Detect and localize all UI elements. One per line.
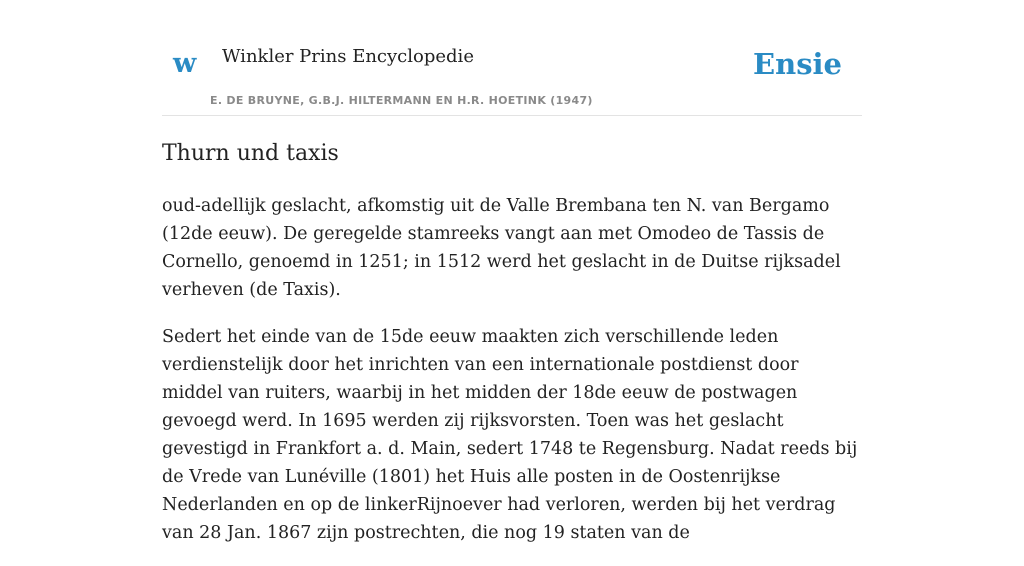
entry-body [162,192,862,566]
entry-paragraph: oud-adellijk geslacht, afkomstig uit de Valle Brembana ten N. van Bergamo (12de eeuw). De geregelde stamreeks vangt aan met Omodeo de Tassis de Cornello, genoemd in 1251; in 1512 werd het geslacht in de Duitse rijksadel verheven (de Taxis). [162,196,841,300]
entry-paragraph: Sedert het einde van de 15de eeuw maakten zich verschillende leden verdienstelijk door het inrichten van een internationale postdienst door middel van ruiters, waarbij in het midden der 18de eeuw de postwagen gevoegd werd. In 1695 werden zij rijksvorsten. Toen was het geslacht gevestigd in Frankfort a. d. Main, sedert 1748 te Regensburg. Nadat reeds bij de Vrede van Lunéville (1801) het Huis alle posten in de Oostenrijkse Nederlanden en op de linkerRijnoever had verloren, werden bij het verdrag van 28 Jan. 1867 zijn postrechten, die nog 19 staten van de [162,327,858,543]
page [162,0,862,543]
header [162,0,862,116]
publication-title[interactable]: Winkler Prins Encyclopedie [222,46,474,67]
brand-logo[interactable]: Ensie [753,47,842,81]
publication-logo[interactable]: w [173,48,197,79]
entry-title: Thurn und taxis [162,141,339,166]
publication-authors: E. DE BRUYNE, G.B.J. HILTERMANN EN H.R. HOETINK (1947) [210,94,593,107]
